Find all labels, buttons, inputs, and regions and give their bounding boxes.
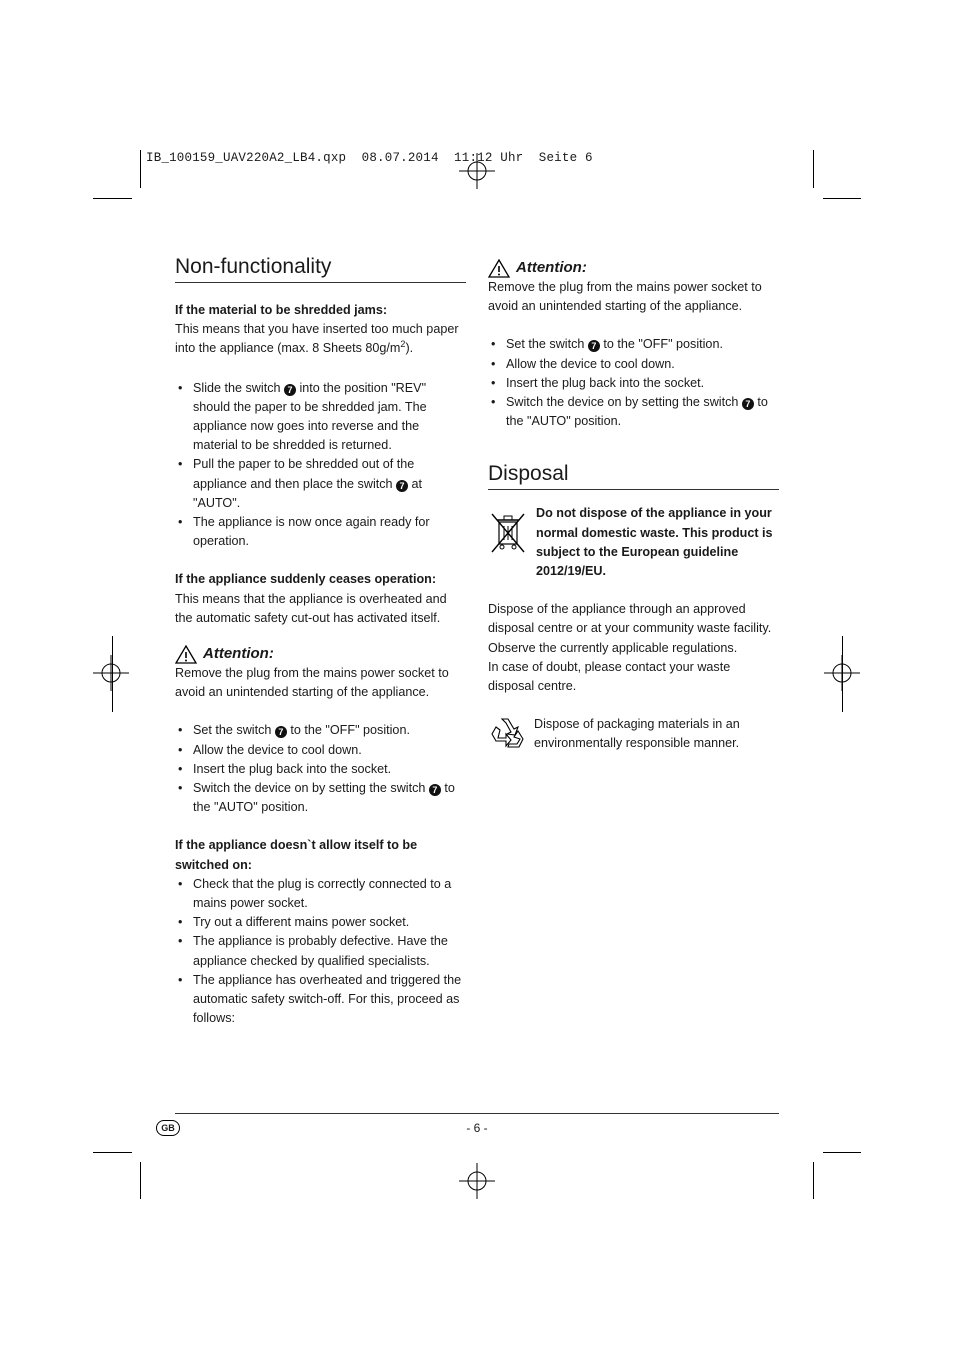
crop-mark	[813, 150, 814, 188]
list-item: • Slide the switch 7 into the position "REV" should the paper to be shredded jam. The appliance now goes into reverse and the material to be shredded is returned.	[175, 379, 466, 456]
attention-heading: Attention:	[175, 644, 466, 664]
page-number: - 6 -	[466, 1121, 488, 1135]
crop-mark	[140, 150, 141, 188]
right-column	[488, 258, 779, 754]
subheading-not-switch-on: If the appliance doesn`t allow itself to be switched on:	[175, 838, 418, 872]
switch-number-icon: 7	[742, 398, 754, 410]
footer-rule	[175, 1113, 779, 1114]
language-badge: GB	[156, 1120, 180, 1136]
paragraph-ceases: This means that the appliance is overheated and the automatic safety cut-out has activated itself.	[175, 591, 447, 625]
list-item: • Try out a different mains power socket.	[175, 913, 466, 932]
paragraph-jams: This means that you have inserted too much paper into the appliance (max. 8 Sheets $80g/m^2$).	[175, 322, 459, 356]
list-item: • The appliance has overheated and triggered the automatic safety switch-off. For this, proceed as follows:	[175, 971, 466, 1029]
crop-mark	[140, 1162, 141, 1199]
list-item: • The appliance is probably defective. Have the appliance checked by qualified specialists.	[175, 932, 466, 970]
list-item: • Switch the device on by setting the switch 7 to the "AUTO" position.	[488, 393, 779, 431]
switch-number-icon: 7	[284, 384, 296, 396]
registration-mark-icon	[93, 655, 129, 691]
list-item: • Switch the device on by setting the switch 7 to the "AUTO" position.	[175, 779, 466, 817]
list-jams	[175, 379, 466, 552]
crop-mark	[842, 636, 843, 712]
crop-mark	[93, 1152, 132, 1153]
list-item: • Pull the paper to be shredded out of the appliance and then place the switch 7 at "AUTO".	[175, 455, 466, 513]
crossed-bin-icon	[488, 510, 528, 554]
attention-text: Remove the plug from the mains power socket to avoid an unintended starting of the appliance.	[175, 666, 449, 700]
section-heading-disposal: Disposal	[488, 461, 779, 490]
dispose-text: Dispose of the appliance through an approved disposal centre or at your community waste facility. Observe the currently applicable regulations.	[488, 602, 772, 655]
subheading-jams: If the material to be shredded jams:	[175, 303, 388, 317]
section-heading-nonfunctionality: Non-functionality	[175, 254, 466, 283]
list-item: • The appliance is now once again ready for operation.	[175, 513, 466, 551]
recycle-text: Dispose of packaging materials in an environmentally responsible manner.	[534, 717, 740, 751]
attention-heading: Attention:	[488, 258, 779, 278]
list-attention	[488, 335, 779, 431]
left-column	[175, 254, 466, 1029]
list-item: • Set the switch 7 to the "OFF" position.	[488, 335, 779, 354]
print-slug: IB_100159_UAV220A2_LB4.qxp 08.07.2014 11:12 Uhr Seite 6	[146, 151, 593, 165]
subheading-ceases: If the appliance suddenly ceases operation:	[175, 572, 437, 587]
list-item: • Set the switch 7 to the "OFF" position.	[175, 721, 466, 740]
weee-block	[488, 504, 779, 581]
warning-triangle-icon	[175, 645, 197, 664]
list-item: • Allow the device to cool down.	[488, 355, 779, 374]
list-item: • Allow the device to cool down.	[175, 741, 466, 760]
doubt-text: In case of doubt, please contact your waste disposal centre.	[488, 659, 731, 694]
switch-number-icon: 7	[429, 784, 441, 796]
list-not-switch-on	[175, 875, 466, 1029]
recycle-block	[488, 715, 779, 753]
registration-mark-icon	[459, 1163, 495, 1199]
weee-text: Do not dispose of the appliance in your normal domestic waste. This product is subject to the European guideline 2012/19/EU.	[536, 506, 773, 579]
switch-number-icon: 7	[275, 726, 287, 738]
list-item: • Insert the plug back into the socket.	[488, 374, 779, 393]
crop-mark	[823, 198, 861, 199]
attention-text: Remove the plug from the mains power socket to avoid an unintended starting of the appliance.	[488, 280, 762, 314]
switch-number-icon: 7	[588, 340, 600, 352]
crop-mark	[823, 1152, 861, 1153]
list-item: • Check that the plug is correctly connected to a mains power socket.	[175, 875, 466, 913]
crop-mark	[93, 198, 132, 199]
crop-mark	[112, 636, 113, 712]
recycle-icon	[488, 715, 526, 751]
list-item: • Insert the plug back into the socket.	[175, 760, 466, 779]
switch-number-icon: 7	[396, 480, 408, 492]
warning-triangle-icon	[488, 259, 510, 278]
list-ceases	[175, 721, 466, 817]
crop-mark	[813, 1162, 814, 1199]
